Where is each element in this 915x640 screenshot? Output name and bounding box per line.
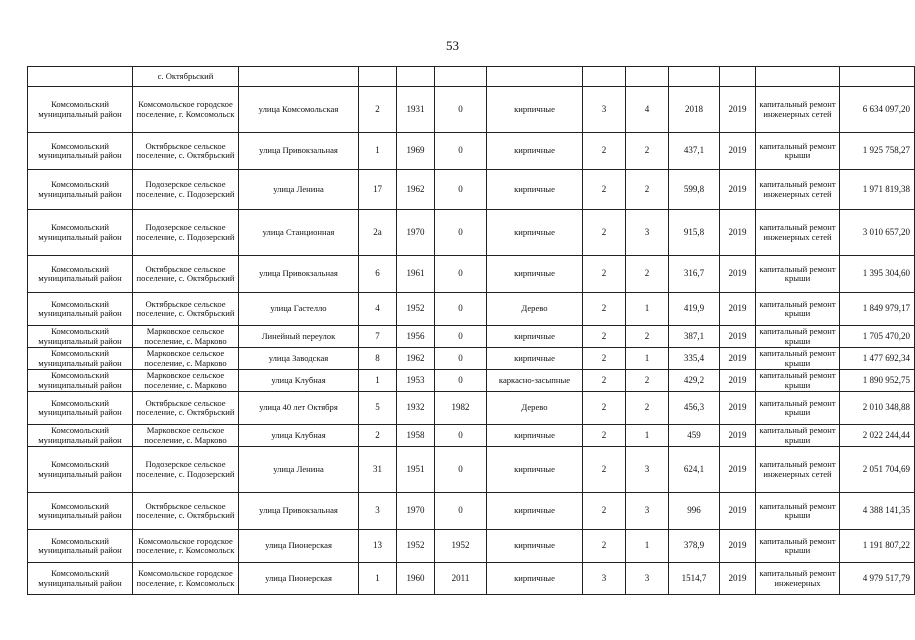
- cell-entrances: 1: [626, 293, 669, 326]
- cell-area: 387,1: [669, 326, 720, 348]
- cell-plan-year: 2019: [720, 210, 756, 256]
- cell-house: 1: [359, 370, 397, 392]
- cell-wall-material: кирпичные: [487, 326, 583, 348]
- cell-wall-material: каркасно-засыпные: [487, 370, 583, 392]
- table-row: [28, 348, 915, 370]
- cell-floors: 3: [583, 563, 626, 595]
- cell-floors: 2: [583, 210, 626, 256]
- table-row: [28, 447, 915, 493]
- cell-plan-year: 2019: [720, 326, 756, 348]
- table-row: [28, 493, 915, 530]
- cell-entrances: 3: [626, 447, 669, 493]
- cell-house: 2а: [359, 210, 397, 256]
- cell-area: 437,1: [669, 133, 720, 170]
- cell-area: 429,2: [669, 370, 720, 392]
- cell-district: Комсомольский муниципальный район: [28, 210, 133, 256]
- cell-area: 1514,7: [669, 563, 720, 595]
- cell-year-built: 1952: [397, 293, 435, 326]
- cell-floors: 2: [583, 348, 626, 370]
- table-row: [28, 210, 915, 256]
- cell-year-overhaul: 0: [435, 447, 487, 493]
- cell-plan-year: 2019: [720, 293, 756, 326]
- cell-year-overhaul: 1952: [435, 530, 487, 563]
- table-body: [28, 67, 915, 595]
- cell-district: Комсомольский муниципальный район: [28, 348, 133, 370]
- cell-district: Комсомольский муниципальный район: [28, 170, 133, 210]
- cell-year-built: 1958: [397, 425, 435, 447]
- cell-entrances: 2: [626, 256, 669, 293]
- cell-house: 6: [359, 256, 397, 293]
- table-row: [28, 256, 915, 293]
- cell-house: 13: [359, 530, 397, 563]
- cell-floors: 2: [583, 493, 626, 530]
- cell-settlement: Подозерское сельское поселение, с. Подозерский: [133, 447, 239, 493]
- cell-year-built: 1952: [397, 530, 435, 563]
- cell-wall-material: [487, 67, 583, 87]
- cell-cost: 2 051 704,69: [840, 447, 915, 493]
- cell-settlement: Подозерское сельское поселение, с. Подозерский: [133, 170, 239, 210]
- cell-district: Комсомольский муниципальный район: [28, 326, 133, 348]
- cell-settlement: Марковское сельское поселение, с. Марково: [133, 425, 239, 447]
- cell-wall-material: кирпичные: [487, 447, 583, 493]
- cell-cost: 4 979 517,79: [840, 563, 915, 595]
- cell-area: 996: [669, 493, 720, 530]
- cell-work-type: капитальный ремонт инженерных: [756, 563, 840, 595]
- cell-cost: 3 010 657,20: [840, 210, 915, 256]
- cell-area: 2018: [669, 87, 720, 133]
- cell-plan-year: 2019: [720, 170, 756, 210]
- cell-wall-material: кирпичные: [487, 563, 583, 595]
- cell-entrances: 3: [626, 210, 669, 256]
- cell-year-overhaul: 0: [435, 425, 487, 447]
- cell-wall-material: кирпичные: [487, 425, 583, 447]
- cell-settlement: Марковское сельское поселение, с. Марково: [133, 348, 239, 370]
- cell-cost: 1 395 304,60: [840, 256, 915, 293]
- cell-work-type: капитальный ремонт инженерных сетей: [756, 210, 840, 256]
- cell-address: улица Гастелло: [239, 293, 359, 326]
- cell-entrances: 3: [626, 493, 669, 530]
- cell-settlement: Октябрьское сельское поселение, с. Октябрьский: [133, 493, 239, 530]
- cell-year-built: 1970: [397, 210, 435, 256]
- cell-year-built: 1961: [397, 256, 435, 293]
- cell-work-type: капитальный ремонт крыши: [756, 370, 840, 392]
- cell-house: 1: [359, 133, 397, 170]
- table-row: [28, 133, 915, 170]
- cell-plan-year: 2019: [720, 530, 756, 563]
- table-row: [28, 170, 915, 210]
- cell-house: 1: [359, 563, 397, 595]
- cell-address: улица Ленина: [239, 447, 359, 493]
- cell-cost: 2 010 348,88: [840, 392, 915, 425]
- cell-house: 3: [359, 493, 397, 530]
- cell-address: улица Клубная: [239, 425, 359, 447]
- cell-house: 17: [359, 170, 397, 210]
- cell-area: [669, 67, 720, 87]
- cell-work-type: капитальный ремонт крыши: [756, 256, 840, 293]
- cell-address: улица Привокзальная: [239, 256, 359, 293]
- table-row-continued: [28, 67, 915, 87]
- cell-area: 624,1: [669, 447, 720, 493]
- cell-settlement: с. Октябрьский: [133, 67, 239, 87]
- cell-plan-year: 2019: [720, 370, 756, 392]
- cell-address: улица Привокзальная: [239, 133, 359, 170]
- page-number: 53: [446, 38, 459, 53]
- cell-district: Комсомольский муниципальный район: [28, 392, 133, 425]
- cell-floors: 2: [583, 370, 626, 392]
- cell-work-type: капитальный ремонт инженерных сетей: [756, 87, 840, 133]
- cell-address: улица Клубная: [239, 370, 359, 392]
- cell-work-type: [756, 67, 840, 87]
- cell-plan-year: 2019: [720, 133, 756, 170]
- cell-address: улица Ленина: [239, 170, 359, 210]
- cell-year-overhaul: 0: [435, 170, 487, 210]
- cell-plan-year: 2019: [720, 425, 756, 447]
- cell-cost: 2 022 244,44: [840, 425, 915, 447]
- cell-year-built: 1970: [397, 493, 435, 530]
- table-row: [28, 530, 915, 563]
- cell-floors: 2: [583, 530, 626, 563]
- cell-year-built: 1931: [397, 87, 435, 133]
- cell-cost: 1 849 979,17: [840, 293, 915, 326]
- cell-plan-year: 2019: [720, 563, 756, 595]
- cell-area: 459: [669, 425, 720, 447]
- cell-entrances: 2: [626, 133, 669, 170]
- cell-settlement: Подозерское сельское поселение, с. Подозерский: [133, 210, 239, 256]
- cell-entrances: 4: [626, 87, 669, 133]
- cell-address: улица Станционная: [239, 210, 359, 256]
- cell-year-overhaul: 0: [435, 133, 487, 170]
- cell-district: Комсомольский муниципальный район: [28, 563, 133, 595]
- cell-house: 2: [359, 425, 397, 447]
- cell-address: улица Комсомольская: [239, 87, 359, 133]
- cell-plan-year: 2019: [720, 87, 756, 133]
- cell-year-built: 1956: [397, 326, 435, 348]
- cell-year-built: 1962: [397, 348, 435, 370]
- cell-entrances: 1: [626, 348, 669, 370]
- cell-address: улица Пионерская: [239, 563, 359, 595]
- cell-settlement: Комсомольское городское поселение, г. Комсомольск: [133, 87, 239, 133]
- cell-settlement: Комсомольское городское поселение, г. Комсомольск: [133, 563, 239, 595]
- cell-year-overhaul: 2011: [435, 563, 487, 595]
- cell-area: 419,9: [669, 293, 720, 326]
- cell-year-built: 1960: [397, 563, 435, 595]
- cell-floors: 3: [583, 87, 626, 133]
- cell-work-type: капитальный ремонт крыши: [756, 293, 840, 326]
- cell-year-built: 1951: [397, 447, 435, 493]
- cell-district: Комсомольский муниципальный район: [28, 293, 133, 326]
- cell-wall-material: кирпичные: [487, 256, 583, 293]
- cell-house: [359, 67, 397, 87]
- cell-address: улица Пионерская: [239, 530, 359, 563]
- cell-district: Комсомольский муниципальный район: [28, 447, 133, 493]
- cell-entrances: [626, 67, 669, 87]
- cell-settlement: Октябрьское сельское поселение, с. Октябрьский: [133, 293, 239, 326]
- cell-wall-material: кирпичные: [487, 530, 583, 563]
- cell-cost: 1 925 758,27: [840, 133, 915, 170]
- cell-wall-material: кирпичные: [487, 493, 583, 530]
- cell-cost: 1 705 470,20: [840, 326, 915, 348]
- cell-address: Линейный переулок: [239, 326, 359, 348]
- cell-entrances: 2: [626, 326, 669, 348]
- cell-work-type: капитальный ремонт крыши: [756, 326, 840, 348]
- cell-area: 316,7: [669, 256, 720, 293]
- cell-house: 7: [359, 326, 397, 348]
- cell-year-built: 1969: [397, 133, 435, 170]
- cell-house: 5: [359, 392, 397, 425]
- cell-settlement: Марковское сельское поселение, с. Марково: [133, 326, 239, 348]
- cell-work-type: капитальный ремонт инженерных сетей: [756, 170, 840, 210]
- cell-entrances: 1: [626, 425, 669, 447]
- cell-year-overhaul: 0: [435, 493, 487, 530]
- cell-cost: 1 191 807,22: [840, 530, 915, 563]
- cell-area: 456,3: [669, 392, 720, 425]
- cell-wall-material: кирпичные: [487, 348, 583, 370]
- cell-year-overhaul: 0: [435, 210, 487, 256]
- cell-entrances: 1: [626, 530, 669, 563]
- cell-plan-year: 2019: [720, 256, 756, 293]
- cell-cost: [840, 67, 915, 87]
- cell-area: 378,9: [669, 530, 720, 563]
- cell-address: улица Привокзальная: [239, 493, 359, 530]
- cell-year-overhaul: 0: [435, 348, 487, 370]
- cell-year-built: 1953: [397, 370, 435, 392]
- cell-plan-year: 2019: [720, 447, 756, 493]
- cell-district: Комсомольский муниципальный район: [28, 425, 133, 447]
- cell-wall-material: кирпичные: [487, 210, 583, 256]
- cell-district: Комсомольский муниципальный район: [28, 87, 133, 133]
- table-row: [28, 326, 915, 348]
- cell-district: Комсомольский муниципальный район: [28, 370, 133, 392]
- cell-district: Комсомольский муниципальный район: [28, 256, 133, 293]
- cell-district: Комсомольский муниципальный район: [28, 530, 133, 563]
- cell-cost: 4 388 141,35: [840, 493, 915, 530]
- cell-work-type: капитальный ремонт крыши: [756, 392, 840, 425]
- cell-settlement: Комсомольское городское поселение, г. Комсомольск: [133, 530, 239, 563]
- cell-entrances: 2: [626, 170, 669, 210]
- cell-floors: 2: [583, 170, 626, 210]
- cell-house: 31: [359, 447, 397, 493]
- cell-floors: 2: [583, 133, 626, 170]
- cell-settlement: Октябрьское сельское поселение, с. Октябрьский: [133, 392, 239, 425]
- cell-floors: 2: [583, 392, 626, 425]
- cell-year-overhaul: [435, 67, 487, 87]
- cell-address: [239, 67, 359, 87]
- cell-work-type: капитальный ремонт инженерных сетей: [756, 447, 840, 493]
- cell-area: 915,8: [669, 210, 720, 256]
- cell-wall-material: Дерево: [487, 392, 583, 425]
- cell-house: 8: [359, 348, 397, 370]
- cell-work-type: капитальный ремонт крыши: [756, 425, 840, 447]
- cell-settlement: Октябрьское сельское поселение, с. Октябрьский: [133, 256, 239, 293]
- cell-work-type: капитальный ремонт крыши: [756, 133, 840, 170]
- housing-repair-table: [27, 66, 915, 595]
- table-row: [28, 87, 915, 133]
- cell-year-overhaul: 0: [435, 293, 487, 326]
- cell-year-built: 1932: [397, 392, 435, 425]
- cell-work-type: капитальный ремонт крыши: [756, 530, 840, 563]
- cell-cost: 6 634 097,20: [840, 87, 915, 133]
- cell-area: 335,4: [669, 348, 720, 370]
- cell-entrances: 2: [626, 370, 669, 392]
- cell-district: Комсомольский муниципальный район: [28, 133, 133, 170]
- cell-settlement: Марковское сельское поселение, с. Марково: [133, 370, 239, 392]
- cell-work-type: капитальный ремонт крыши: [756, 493, 840, 530]
- cell-address: улица Заводская: [239, 348, 359, 370]
- cell-year-overhaul: 0: [435, 370, 487, 392]
- table-row: [28, 425, 915, 447]
- table-row: [28, 370, 915, 392]
- cell-area: 599,8: [669, 170, 720, 210]
- cell-year-overhaul: 0: [435, 256, 487, 293]
- cell-year-overhaul: 0: [435, 326, 487, 348]
- cell-plan-year: 2019: [720, 392, 756, 425]
- cell-floors: 2: [583, 326, 626, 348]
- cell-floors: 2: [583, 256, 626, 293]
- cell-wall-material: кирпичные: [487, 170, 583, 210]
- cell-district: [28, 67, 133, 87]
- cell-work-type: капитальный ремонт крыши: [756, 348, 840, 370]
- cell-plan-year: 2019: [720, 348, 756, 370]
- table-row: [28, 293, 915, 326]
- cell-plan-year: [720, 67, 756, 87]
- table-row: [28, 563, 915, 595]
- cell-cost: 1 971 819,38: [840, 170, 915, 210]
- cell-address: улица 40 лет Октября: [239, 392, 359, 425]
- cell-house: 2: [359, 87, 397, 133]
- cell-year-overhaul: 1982: [435, 392, 487, 425]
- cell-cost: 1 477 692,34: [840, 348, 915, 370]
- cell-wall-material: кирпичные: [487, 87, 583, 133]
- cell-wall-material: кирпичные: [487, 133, 583, 170]
- cell-floors: 2: [583, 293, 626, 326]
- cell-plan-year: 2019: [720, 493, 756, 530]
- cell-entrances: 3: [626, 563, 669, 595]
- cell-floors: 2: [583, 425, 626, 447]
- cell-settlement: Октябрьское сельское поселение, с. Октябрьский: [133, 133, 239, 170]
- cell-year-built: [397, 67, 435, 87]
- cell-floors: [583, 67, 626, 87]
- table-row: [28, 392, 915, 425]
- cell-floors: 2: [583, 447, 626, 493]
- cell-house: 4: [359, 293, 397, 326]
- cell-year-built: 1962: [397, 170, 435, 210]
- cell-cost: 1 890 952,75: [840, 370, 915, 392]
- cell-entrances: 2: [626, 392, 669, 425]
- cell-wall-material: Дерево: [487, 293, 583, 326]
- cell-district: Комсомольский муниципальный район: [28, 493, 133, 530]
- cell-year-overhaul: 0: [435, 87, 487, 133]
